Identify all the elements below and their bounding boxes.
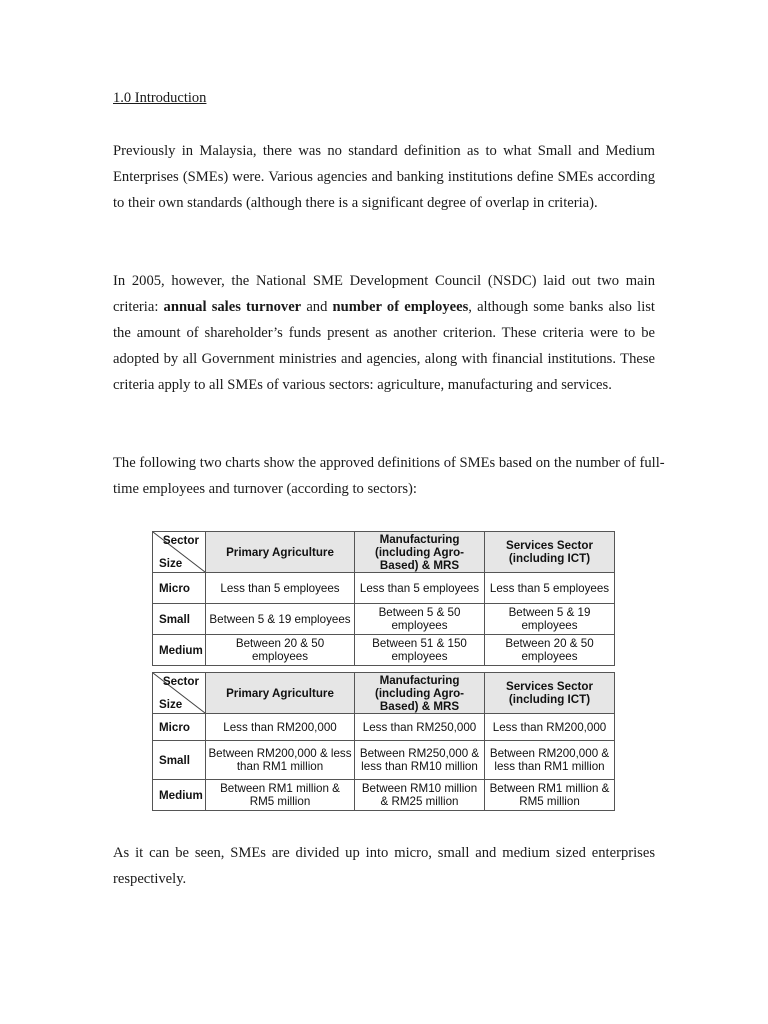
table-cell: Between 20 & 50 employees: [206, 635, 355, 666]
row-header: Micro: [153, 573, 206, 604]
corner-sector-label: Sector: [162, 675, 199, 688]
paragraph-conclusion: As it can be seen, SMEs are divided up into micro, small and medium sized enterprises respectively.: [113, 845, 655, 887]
column-header: Services Sector (including ICT): [485, 673, 615, 714]
column-header: Manufacturing (including Agro-Based) & MRS: [355, 673, 485, 714]
criteria-text-2: and: [301, 299, 333, 315]
paragraph-criteria: [113, 268, 655, 398]
column-header: Manufacturing (including Agro-Based) & MRS: [355, 532, 485, 573]
table-row: [153, 714, 615, 741]
table-cell: Between 20 & 50 employees: [485, 635, 615, 666]
table-cell: Between RM10 million & RM25 million: [355, 780, 485, 811]
criteria-text-1: In 2005, however, the National SME Development Council (NSDC) laid out two main criteria:: [113, 273, 655, 315]
table-row: [153, 604, 615, 635]
row-header: Medium: [153, 780, 206, 811]
table-row: [153, 635, 615, 666]
paragraph-charts-intro: The following two charts show the approved definitions of SMEs based on the number of full-time employees and turnover (according to sectors):: [113, 455, 665, 497]
row-header: Small: [153, 604, 206, 635]
turnover-definition-table: [152, 672, 615, 811]
table-cell: Less than RM250,000: [355, 714, 485, 741]
table-cell: Between RM1 million & RM5 million: [485, 780, 615, 811]
table-cell: Between 51 & 150 employees: [355, 635, 485, 666]
table-cell: Between 5 & 19 employees: [485, 604, 615, 635]
corner-sector-label: Sector: [162, 534, 199, 547]
table-cell: Less than RM200,000: [485, 714, 615, 741]
corner-size-label: Size: [159, 698, 183, 711]
table-cell: Between 5 & 50 employees: [355, 604, 485, 635]
corner-size-label: Size: [159, 557, 183, 570]
table-cell: Between 5 & 19 employees: [206, 604, 355, 635]
column-header: Services Sector (including ICT): [485, 532, 615, 573]
row-header: Small: [153, 741, 206, 780]
criteria-text-3: , although some banks also list the amount of shareholder’s funds present as another criterion. These criteria were to be adopted by all Government ministries and agencies, along with financial institutions. These criteria apply to all SMEs of various sectors: agriculture, manufacturing and services.: [113, 299, 655, 393]
criteria-bold-employees: number of employees: [332, 299, 469, 315]
employees-definition-table: [152, 531, 615, 666]
section-heading: 1.0 Introduction: [113, 90, 207, 106]
table-cell: Less than 5 employees: [485, 573, 615, 604]
table-cell: Less than 5 employees: [206, 573, 355, 604]
table-row: [153, 780, 615, 811]
table-cell: Less than 5 employees: [355, 573, 485, 604]
table-row: [153, 741, 615, 780]
table-cell: Less than RM200,000: [206, 714, 355, 741]
table-corner: [153, 532, 206, 573]
column-header: Primary Agriculture: [206, 532, 355, 573]
row-header: Micro: [153, 714, 206, 741]
criteria-bold-turnover: annual sales turnover: [163, 299, 302, 315]
table-cell: Between RM1 million & RM5 million: [206, 780, 355, 811]
paragraph-intro: Previously in Malaysia, there was no standard definition as to what Small and Medium Enterprises (SMEs) were. Various agencies and banking institutions define SMEs according to their own standards (although there is a significant degree of overlap in criteria).: [113, 143, 655, 211]
table-corner: [153, 673, 206, 714]
table-row: [153, 573, 615, 604]
table-cell: Between RM200,000 & less than RM1 million: [485, 741, 615, 780]
row-header: Medium: [153, 635, 206, 666]
table-cell: Between RM200,000 & less than RM1 million: [206, 741, 355, 780]
table-cell: Between RM250,000 & less than RM10 million: [355, 741, 485, 780]
column-header: Primary Agriculture: [206, 673, 355, 714]
